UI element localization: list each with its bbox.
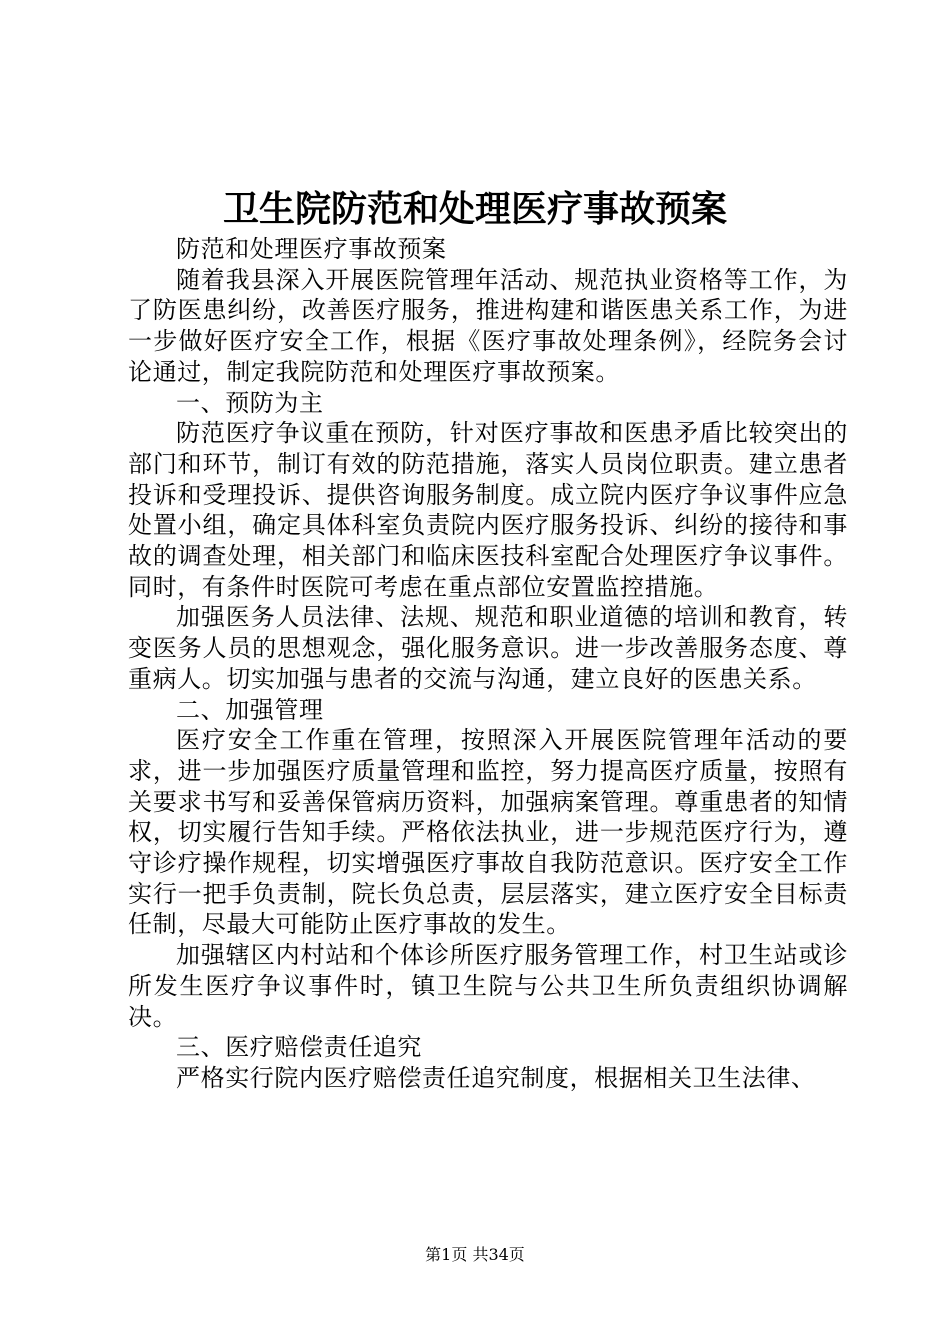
section-heading-management: 二、加强管理 xyxy=(176,695,324,724)
paragraph-subtitle: 防范和处理医疗事故预案 xyxy=(176,235,447,263)
page-footer: 第1页 共34页 xyxy=(425,1245,525,1264)
paragraph-prevention-2: 加强医务人员法律、法规、规范和职业道德的培训和教育，转变医务人员的思想观念，强化服务意识。进一步改善服务态度、尊重病人。切实加强与患者的交流与沟通，建立良好的医患关系。 xyxy=(128,603,848,693)
document-title: 卫生院防范和处理医疗事故预案 xyxy=(222,188,727,230)
paragraph-intro: 随着我县深入开展医院管理年活动、规范执业资格等工作，为了防医患纠纷，改善医疗服务，推进构建和谐医患关系工作，为进一步做好医疗安全工作，根据《医疗事故处理条例》，经院务会讨论通过，制定我院防范和处理医疗事故预案。 xyxy=(128,265,848,386)
section-heading-liability: 三、医疗赔偿责任追究 xyxy=(176,1033,422,1062)
paragraph-liability-1: 严格实行院内医疗赔偿责任追究制度，根据相关卫生法律、 xyxy=(176,1063,816,1092)
document-body xyxy=(128,234,848,1094)
paragraph-management-2: 加强辖区内村站和个体诊所医疗服务管理工作，村卫生站或诊所发生医疗争议事件时，镇卫生院与公共卫生所负责组织协调解决。 xyxy=(128,941,848,1031)
section-heading-prevention: 一、预防为主 xyxy=(176,388,324,417)
paragraph-management-1: 医疗安全工作重在管理，按照深入开展医院管理年活动的要求，进一步加强医疗质量管理和监控，努力提高医疗质量，按照有关要求书写和妥善保管病历资料，加强病案管理。尊重患者的知情权，切实履行告知手续。严格依法执业，进一步规范医疗行为，遵守诊疗操作规程，切实增强医疗事故自我防范意识。医疗安全工作实行一把手负责制，院长负总责，层层落实，建立医疗安全目标责任制，尽最大可能防止医疗事故的发生。 xyxy=(128,726,848,939)
paragraph-prevention-1: 防范医疗争议重在预防，针对医疗事故和医患矛盾比较突出的部门和环节，制订有效的防范措施，落实人员岗位职责。建立患者投诉和受理投诉、提供咨询服务制度。成立院内医疗争议事件应急处置小组，确定具体科室负责院内医疗服务投诉、纠纷的接待和事故的调查处理，相关部门和临床医技科室配合处理医疗争议事件。同时，有条件时医院可考虑在重点部位安置监控措施。 xyxy=(128,419,848,601)
